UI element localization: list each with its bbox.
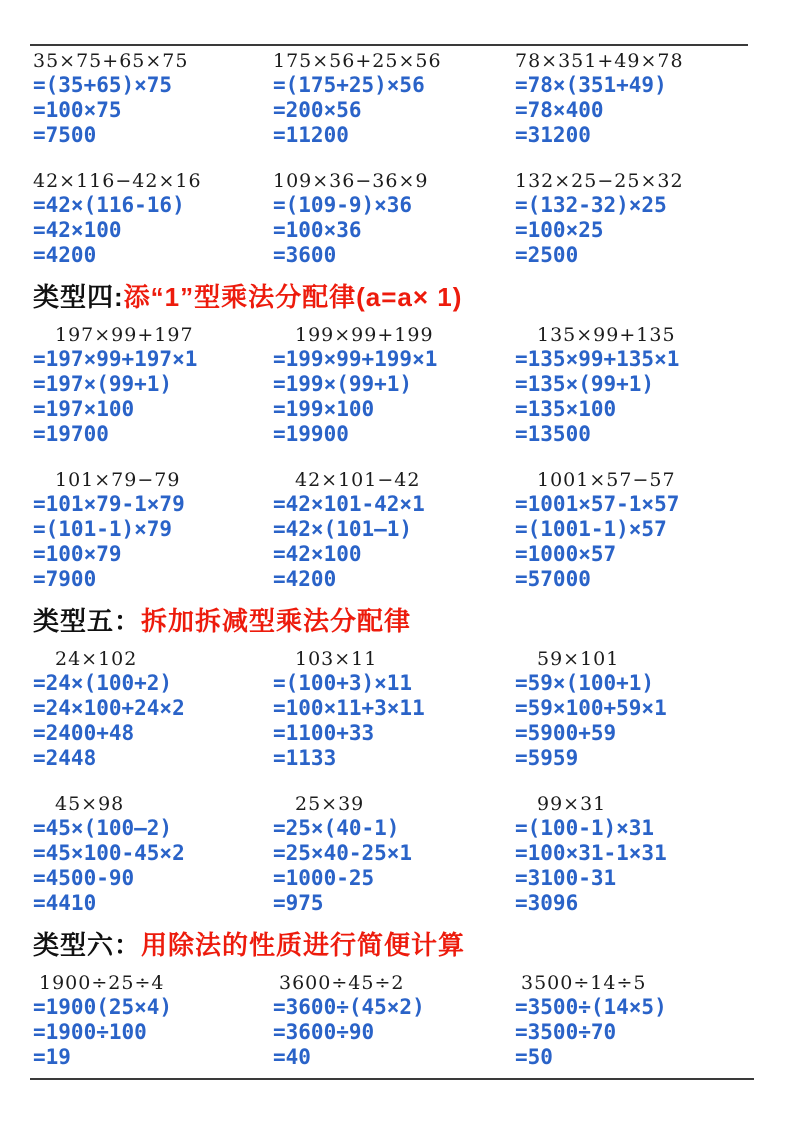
solution-step: =(101-1)×79 xyxy=(33,517,173,541)
solution-step: =40 xyxy=(273,1045,311,1069)
solution-step: =45×100-45×2 xyxy=(33,841,185,865)
solution-step: =3500÷70 xyxy=(515,1020,617,1044)
problem-block xyxy=(273,648,515,771)
problem-expression: 42×101−42 xyxy=(295,469,421,491)
solution-step: =7500 xyxy=(33,123,97,147)
solution-step: =78×400 xyxy=(515,98,604,122)
problem-row xyxy=(33,793,773,916)
problem-block xyxy=(273,170,515,268)
solution-step: =(109-9)×36 xyxy=(273,193,413,217)
solution-step: =5959 xyxy=(515,746,579,770)
solution-step: =42×(101—1) xyxy=(273,517,413,541)
solution-step: =1100+33 xyxy=(273,721,375,745)
problem-expression: 103×11 xyxy=(295,648,378,670)
section-heading-prefix: 类型六： xyxy=(33,930,142,960)
problem-block xyxy=(33,170,273,268)
problem-expression: 1001×57−57 xyxy=(537,469,676,491)
problem-expression: 35×75+65×75 xyxy=(33,50,189,72)
solution-step: =(100+3)×11 xyxy=(273,671,413,695)
problem-expression: 78×351+49×78 xyxy=(515,50,684,72)
solution-step: =100×25 xyxy=(515,218,604,242)
solution-step: =3096 xyxy=(515,891,579,915)
problem-expression: 99×31 xyxy=(537,793,607,815)
problem-expression: 101×79−79 xyxy=(55,469,181,491)
worksheet-section xyxy=(33,928,773,1070)
solution-step: =13500 xyxy=(515,422,591,446)
worksheet-section xyxy=(33,50,773,268)
bottom-rule xyxy=(30,1078,754,1080)
problem-block xyxy=(515,972,773,1070)
section-heading-prefix: 类型五： xyxy=(33,606,142,636)
problem-expression: 59×101 xyxy=(537,648,620,670)
problem-expression: 132×25−25×32 xyxy=(515,170,684,192)
solution-step: =42×100 xyxy=(273,542,362,566)
solution-step: =42×(116-16) xyxy=(33,193,185,217)
solution-step: =2400+48 xyxy=(33,721,135,745)
solution-step: =3600÷90 xyxy=(273,1020,375,1044)
problem-block xyxy=(33,324,273,447)
solution-step: =199×(99+1) xyxy=(273,372,413,396)
solution-step: =197×100 xyxy=(33,397,135,421)
solution-step: =3600 xyxy=(273,243,337,267)
section-heading xyxy=(33,928,773,962)
worksheet-section xyxy=(33,604,773,916)
solution-step: =135×100 xyxy=(515,397,617,421)
section-heading xyxy=(33,280,773,314)
solution-step: =(1001-1)×57 xyxy=(515,517,667,541)
solution-step: =100×11+3×11 xyxy=(273,696,425,720)
solution-step: =(100-1)×31 xyxy=(515,816,655,840)
solution-step: =19 xyxy=(33,1045,71,1069)
problem-expression: 25×39 xyxy=(295,793,365,815)
solution-step: =100×31-1×31 xyxy=(515,841,667,865)
solution-step: =197×99+197×1 xyxy=(33,347,198,371)
problem-block xyxy=(33,648,273,771)
solution-step: =200×56 xyxy=(273,98,362,122)
solution-step: =1001×57-1×57 xyxy=(515,492,680,516)
solution-step: =50 xyxy=(515,1045,553,1069)
solution-step: =100×79 xyxy=(33,542,122,566)
solution-step: =100×36 xyxy=(273,218,362,242)
problem-expression: 135×99+135 xyxy=(537,324,676,346)
solution-step: =19700 xyxy=(33,422,109,446)
problem-block xyxy=(33,972,273,1070)
solution-step: =7900 xyxy=(33,567,97,591)
problem-block xyxy=(33,793,273,916)
solution-step: =2448 xyxy=(33,746,97,770)
problem-expression: 3500÷14÷5 xyxy=(521,972,647,994)
solution-step: =1000-25 xyxy=(273,866,375,890)
solution-step: =78×(351+49) xyxy=(515,73,667,97)
solution-step: =3100-31 xyxy=(515,866,617,890)
worksheet-section xyxy=(33,280,773,592)
problem-block xyxy=(273,793,515,916)
problem-expression: 109×36−36×9 xyxy=(273,170,429,192)
problem-block xyxy=(515,50,773,148)
solution-step: =25×(40-1) xyxy=(273,816,400,840)
problem-block xyxy=(273,324,515,447)
problem-block xyxy=(515,469,773,592)
solution-step: =199×100 xyxy=(273,397,375,421)
solution-step: =975 xyxy=(273,891,324,915)
solution-step: =101×79-1×79 xyxy=(33,492,185,516)
section-heading xyxy=(33,604,773,638)
problem-expression: 24×102 xyxy=(55,648,138,670)
problem-row xyxy=(33,324,773,447)
worksheet-body xyxy=(33,50,773,1082)
solution-step: =57000 xyxy=(515,567,591,591)
problem-expression: 45×98 xyxy=(55,793,125,815)
problem-expression: 199×99+199 xyxy=(295,324,434,346)
problem-block xyxy=(515,793,773,916)
problem-row xyxy=(33,170,773,268)
solution-step: =199×99+199×1 xyxy=(273,347,438,371)
problem-expression: 3600÷45÷2 xyxy=(279,972,405,994)
problem-row xyxy=(33,50,773,148)
problem-block xyxy=(273,469,515,592)
problem-row xyxy=(33,648,773,771)
problem-block xyxy=(515,648,773,771)
solution-step: =1900÷100 xyxy=(33,1020,147,1044)
solution-step: =(35+65)×75 xyxy=(33,73,173,97)
solution-step: =(175+25)×56 xyxy=(273,73,425,97)
problem-block xyxy=(273,50,515,148)
problem-block xyxy=(33,50,273,148)
problem-block xyxy=(515,170,773,268)
solution-step: =42×100 xyxy=(33,218,122,242)
solution-step: =3500÷(14×5) xyxy=(515,995,667,1019)
solution-step: =1133 xyxy=(273,746,337,770)
solution-step: =31200 xyxy=(515,123,591,147)
solution-step: =19900 xyxy=(273,422,349,446)
problem-expression: 42×116−42×16 xyxy=(33,170,202,192)
solution-step: =2500 xyxy=(515,243,579,267)
problem-row xyxy=(33,972,773,1070)
solution-step: =5900+59 xyxy=(515,721,617,745)
solution-step: =4200 xyxy=(33,243,97,267)
section-heading-title: 拆加拆减型乘法分配律 xyxy=(141,606,412,636)
solution-step: =11200 xyxy=(273,123,349,147)
solution-step: =24×(100+2) xyxy=(33,671,173,695)
problem-block xyxy=(515,324,773,447)
problem-expression: 175×56+25×56 xyxy=(273,50,442,72)
solution-step: =4410 xyxy=(33,891,97,915)
solution-step: =135×99+135×1 xyxy=(515,347,680,371)
solution-step: =4500-90 xyxy=(33,866,135,890)
solution-step: =1000×57 xyxy=(515,542,617,566)
problem-row xyxy=(33,469,773,592)
solution-step: =100×75 xyxy=(33,98,122,122)
solution-step: =45×(100—2) xyxy=(33,816,173,840)
section-heading-title: 添“1”型乘法分配律(a=a× 1) xyxy=(123,282,463,312)
solution-step: =25×40-25×1 xyxy=(273,841,413,865)
solution-step: =59×100+59×1 xyxy=(515,696,667,720)
solution-step: =3600÷(45×2) xyxy=(273,995,425,1019)
problem-block xyxy=(273,972,515,1070)
section-heading-prefix: 类型四: xyxy=(33,282,124,312)
solution-step: =24×100+24×2 xyxy=(33,696,185,720)
problem-expression: 1900÷25÷4 xyxy=(39,972,165,994)
problem-expression: 197×99+197 xyxy=(55,324,194,346)
top-rule xyxy=(30,44,748,46)
solution-step: =197×(99+1) xyxy=(33,372,173,396)
solution-step: =(132-32)×25 xyxy=(515,193,667,217)
problem-block xyxy=(33,469,273,592)
solution-step: =4200 xyxy=(273,567,337,591)
solution-step: =59×(100+1) xyxy=(515,671,655,695)
solution-step: =42×101-42×1 xyxy=(273,492,425,516)
solution-step: =1900(25×4) xyxy=(33,995,173,1019)
section-heading-title: 用除法的性质进行简便计算 xyxy=(141,930,466,960)
solution-step: =135×(99+1) xyxy=(515,372,655,396)
